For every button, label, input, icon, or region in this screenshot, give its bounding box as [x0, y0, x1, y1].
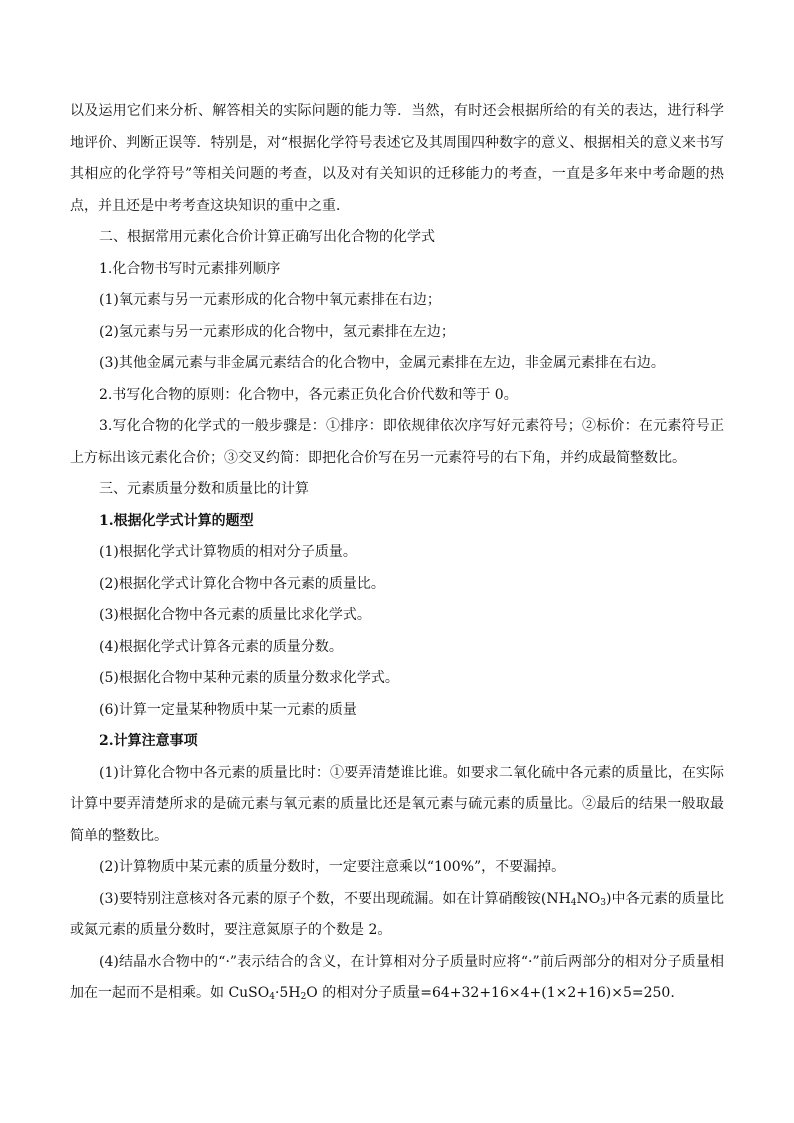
section-heading: 2.计算注意事项 — [99, 733, 198, 749]
paragraph: (2)根据化学式计算化合物中各元素的质量比。 — [99, 575, 385, 592]
paragraph: 二、根据常用元素化合价计算正确写出化合物的化学式 — [99, 229, 435, 245]
paragraph-hydrate-note — [70, 947, 724, 1010]
paragraph: (4)根据化学式计算各元素的质量分数。 — [99, 638, 343, 655]
text-run: O 的相对分子质量=64+32+16×4+(1×2+16)×5=250. — [306, 985, 675, 1001]
paragraph: (2)氢元素与另一元素形成的化合物中，氢元素排在左边； — [99, 323, 455, 340]
paragraph: 2.书写化合物的原则：化合物中，各元素正负化合价代数和等于 0。 — [99, 386, 518, 403]
paragraph: 1.化合物书写时元素排列顺序 — [99, 260, 281, 277]
paragraph: 三、元素质量分数和质量比的计算 — [99, 481, 309, 497]
paragraph: (1)氧元素与另一元素形成的化合物中氧元素排在右边； — [99, 292, 441, 308]
text-run: )中各元素的质量比或氮元素的质量分数时，要注意氮原子的个数是 2。 — [70, 890, 724, 938]
paragraph: (2)计算物质中某元素的质量分数时，一定要注意乘以“100%”，不要漏掉。 — [99, 859, 566, 875]
paragraph: (6)计算一定量某种物质中某一元素的质量 — [99, 701, 357, 718]
paragraph: 以及运用它们来分析、解答相关的实际问题的能力等．当然，有时还会根据所给的有关的表达，进行科学地评价、判断正误等．特别是，对“根据化学符号表述它及其周围四种数字的意义、根据相关的意义来书写其相应的化学符号”等相关问题的考查，以及对有关知识的迁移能力的考查，一直是多年来中考命题的热点，并且还是中考考查这块知识的重中之重． — [70, 103, 724, 214]
paragraph: (1)计算化合物中各元素的质量比时：①要弄清楚谁比谁。如要求二氧化硫中各元素的质量比，在实际计算中要弄清楚所求的是硫元素与氧元素的质量比还是氧元素与硫元素的质量比。②最后的结果一般取最简单的整数比。 — [70, 764, 724, 844]
paragraph: (1)根据化学式计算物质的相对分子质量。 — [99, 544, 357, 560]
subscript: 4 — [269, 992, 275, 1002]
subscript: 3 — [600, 897, 606, 908]
paragraph: (3)其他金属元素与非金属元素结合的化合物中，金属元素排在左边，非金属元素排在右边。 — [99, 355, 665, 371]
paragraph: (3)根据化合物中各元素的质量比求化学式。 — [99, 607, 371, 623]
text-run: ·5H — [274, 985, 301, 1001]
paragraph-nh4no3-note — [70, 884, 724, 947]
text-run: NO — [576, 890, 601, 907]
document-page — [70, 96, 724, 1010]
text-run: (3)要特别注意核对各元素的原子个数，不要出现疏漏。如在计算硝酸铵(NH — [99, 890, 571, 907]
paragraph-list — [70, 96, 724, 884]
subscript: 4 — [570, 897, 577, 908]
text-run: (4)结晶水合物中的“·”表示结合的含义，在计算相对分子质量时应将“·”前后两部分的相对分子质量相加在一起而不是相乘。如 CuSO — [70, 953, 724, 1001]
paragraph: 3.写化合物的化学式的一般步骤是：①排序：即依规律依次序写好元素符号；②标价：在元素符号正上方标出该元素化合价；③交叉约简：即把化合价写在另一元素符号的右下角，并约成最简整数比。 — [70, 418, 724, 466]
section-heading: 1.根据化学式计算的题型 — [99, 512, 254, 529]
subscript: 2 — [300, 992, 307, 1002]
paragraph: (5)根据化合物中某种元素的质量分数求化学式。 — [99, 670, 399, 686]
